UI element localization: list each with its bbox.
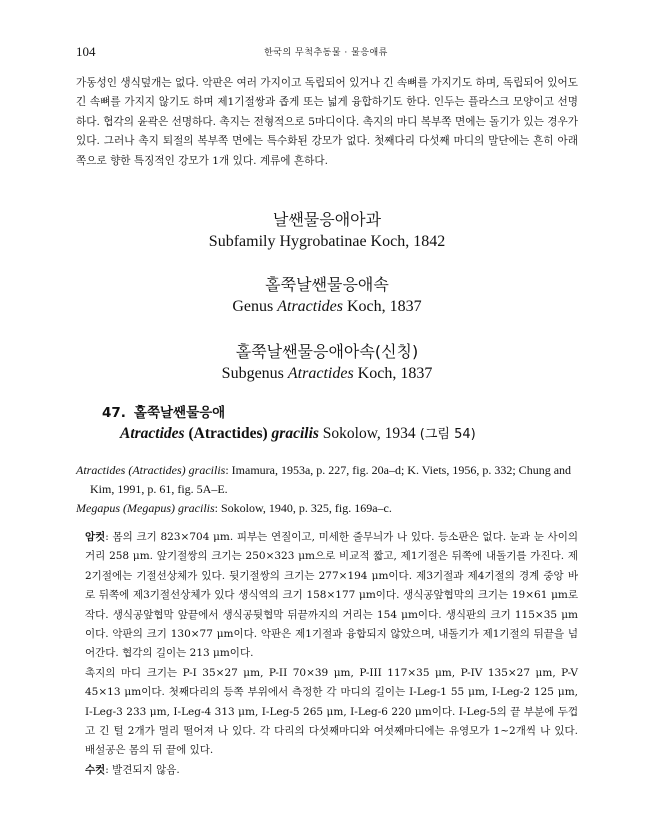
species-scientific-name: Atractides (Atractides) gracilis Sokolow, 1934 (그림 54)	[120, 425, 476, 442]
intro-paragraph: 가동성인 생식덮개는 없다. 악판은 여러 가지이고 독립되어 있거나 긴 속뼈를 가지기도 하며, 독립되어 있어도 긴 속뼈를 가지지 않기도 하며 제1기절쌍과 좁게 또는 넓게 융합하기도 한다. 인두는 플라스크 모양이고 선명하다. 협각의 윤곽은 선명하다. 촉지는 전형적으로 5마디이다. 촉지의 마디 복부쪽 면에는 돌기가 있는 경우가 있다. 그러나 촉지 퇴절의 복부쪽 면에는 특수화된 강모가 없다. 첫째다리 다섯째 마디의 말단에는 흔히 아래쪽으로 향한 특징적인 강모가 1개 있다. 계류에 흔하다.	[76, 77, 578, 167]
species-korean-name: 홀쭉날쌘물응애	[133, 405, 226, 421]
genus-korean: 홀쭉날쌘물응애속	[265, 275, 389, 294]
running-title: 한국의 무척추동물 · 물응애류	[264, 48, 388, 58]
synonym-entry: Atractides (Atractides) gracilis: Imamura, 1953a, p. 227, fig. 20a–d; K. Viets, 1956, p. 332; Chung and Kim, 1991, p. 61, fig. 5A–E.	[76, 463, 572, 496]
male-description: 수컷: 발견되지 않음.	[85, 763, 180, 776]
species-number: 47.	[102, 405, 126, 421]
female-description: 암컷: 몸의 크기 823×704 μm. 피부는 연질이고, 미세한 줄무늬가 나 있다. 등소판은 없다. 눈과 눈 사이의 거리 258 μm. 앞기절쌍의 크기는 250×323 μm으로 비교적 짧고, 제1기절은 뒤쪽에 내돌기를 가진다. 제2기절에는 기절선상체가 있다. 뒷기절쌍의 크기는 277×194 μm이다. 제3기절과 제4기절의 경계 중앙 바로 뒤쪽에 제3기절선상체가 있다 생식역의 크기 158×177 μm이다. 생식공앞협막의 크기는 19×61 μm로 작다. 생식공앞협막 앞끝에서 생식공뒷협막 뒤끝까지의 거리는 154 μm이다. 생식판의 크기 115×35 μm이다. 악판의 크기 130×77 μm이다. 악판은 제1기절과 융합되지 않았으며, 내돌기가 제1기절의 뒤끝을 넘어간다. 협각의 길이는 213 μm이다.	[85, 531, 578, 660]
subgenus-korean: 홀쭉날쌘물응애아속(신칭)	[235, 342, 419, 361]
genus-latin: Genus Atractides Koch, 1837	[232, 298, 422, 315]
synonym-entry: Megapus (Megapus) gracilis: Sokolow, 1940, p. 325, fig. 169a–c.	[76, 501, 392, 515]
species-description	[76, 528, 578, 780]
subfamily-korean: 날쌘물응애아과	[272, 210, 382, 229]
subgenus-heading	[76, 341, 578, 384]
subfamily-heading	[76, 209, 578, 252]
species-number-line	[102, 404, 225, 422]
page-number: 104	[76, 44, 96, 59]
figure-reference: (그림 54)	[415, 427, 476, 442]
genus-heading	[76, 274, 578, 317]
palp-leg-description: 촉지의 마디 크기는 P-I 35×27 μm, P-II 70×39 μm, P-III 117×35 μm, P-IV 135×27 μm, P-V 45×13 μm이다. 첫째다리의 등쪽 부위에서 측정한 각 마디의 길이는 I-Leg-1 55 μm, I-Leg-2 125 μm, I-Leg-3 233 μm, I-Leg-4 313 μm, I-Leg-5 265 μm, I-Leg-6 220 μm이다. I-Leg-5의 끝 부분에 두껍고 긴 털 2개가 멀리 떨어져 나 있다. 각 다리의 다섯째마디와 여섯째마디에는 유영모가 1~2개씩 나 있다. 배설공은 몸의 뒤 끝에 있다.	[85, 666, 578, 757]
subgenus-latin: Subgenus Atractides Koch, 1837	[221, 365, 433, 382]
page-header	[76, 44, 576, 60]
subfamily-latin: Subfamily Hygrobatinae Koch, 1842	[208, 233, 446, 250]
